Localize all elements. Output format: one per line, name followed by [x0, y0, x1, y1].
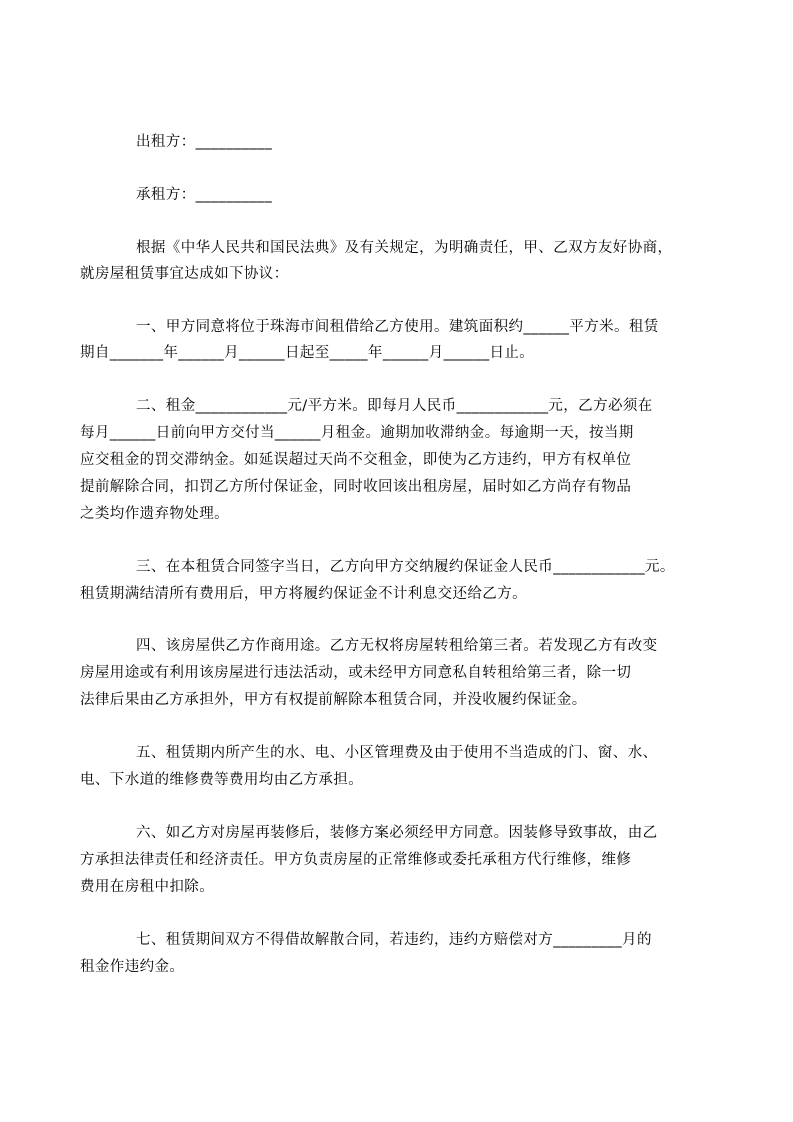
clause4-line-2: 房屋用途或有利用该房屋进行违法活动，或未经甲方同意私自转租给第三者，除一切	[80, 665, 632, 681]
clause1-line-2: 期自_______年______月______日起至_____年______月______日止。	[80, 345, 535, 361]
clause6-line-1: 六、如乙方对房屋再装修后，装修方案必须经甲方同意。因装修导致事故，由乙	[136, 825, 658, 841]
clause3-line-2: 租赁期满结清所有费用后，甲方将履约保证金不计利息交还给乙方。	[80, 586, 527, 602]
clause4-line-3: 法律后果由乙方承担外，甲方有权提前解除本租赁合同，并没收履约保证金。	[80, 692, 587, 708]
lessor-line: 出租方：__________	[136, 134, 273, 150]
clause6-line-2: 方承担法律责任和经济责任。甲方负责房屋的正常维修或委托承租方代行维修，维修	[80, 852, 632, 868]
clause2-line-2: 每月______日前向甲方交付当______月租金。逾期加收滞纳金。每逾期一天，按当期	[80, 425, 634, 441]
clause7-line-2: 租金作违约金。	[80, 959, 185, 975]
clause5-line-2: 电、下水道的维修费等费用均由乙方承担。	[80, 772, 364, 788]
clause7-line-1: 七、租赁期间双方不得借故解散合同，若违约，违约方赔偿对方_________月的	[136, 932, 652, 948]
clause2-line-3: 应交租金的罚交滞纳金。如延误超过天尚不交租金，即使为乙方违约，甲方有权单位	[80, 452, 632, 468]
clause2-line-4: 提前解除合同，扣罚乙方所付保证金，同时收回该出租房屋，届时如乙方尚存有物品	[80, 479, 632, 495]
clause3-line-1: 三、在本租赁合同签字当日，乙方向甲方交纳履约保证金人民币____________元。	[136, 559, 675, 575]
clause1-line-1: 一、甲方同意将位于珠海市间租借给乙方使用。建筑面积约______平方米。租赁	[136, 319, 659, 335]
intro-line-2: 就房屋租赁事宜达成如下协议：	[80, 266, 289, 282]
clause4-line-1: 四、该房屋供乙方作商用途。乙方无权将房屋转租给第三者。若发现乙方有改变	[136, 638, 658, 654]
lessee-line: 承租方：__________	[136, 187, 273, 203]
clause6-line-3: 费用在房租中扣除。	[80, 879, 215, 895]
clause2-line-1: 二、租金____________元/平方米。即每月人民币____________元，乙方必须在	[136, 398, 653, 414]
clause5-line-1: 五、租赁期内所产生的水、电、小区管理费及由于使用不当造成的门、窗、水、	[136, 745, 658, 761]
clause2-line-5: 之类均作遗弃物处理。	[80, 506, 229, 522]
intro-line-1: 根据《中华人民共和国民法典》及有关规定，为明确责任，甲、乙双方友好协商，	[136, 240, 673, 256]
